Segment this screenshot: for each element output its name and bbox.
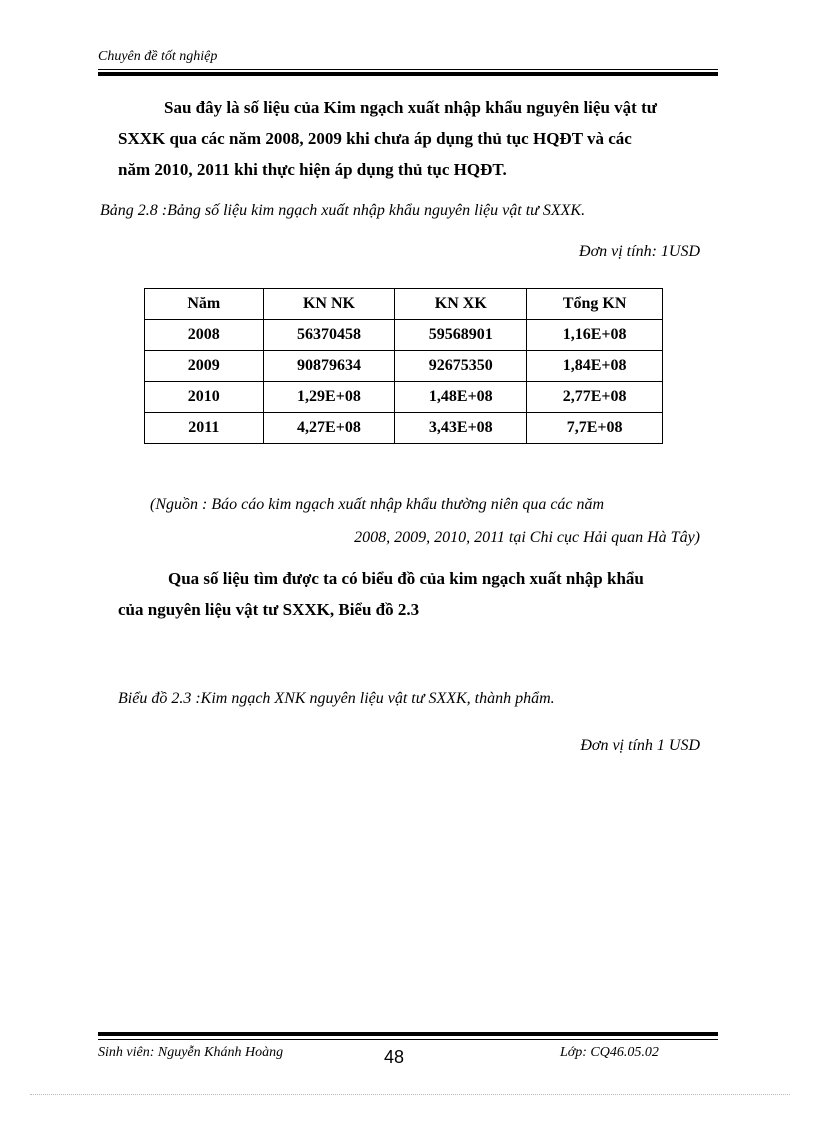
table-cell: 2008 <box>145 320 264 351</box>
table-header-row <box>145 289 663 320</box>
table-header-cell: KN XK <box>395 289 527 320</box>
table-cell: 92675350 <box>395 351 527 382</box>
page-bottom-divider <box>30 1094 790 1095</box>
table-row <box>145 351 663 382</box>
table-cell: 1,84E+08 <box>527 351 663 382</box>
intro-line: năm 2010, 2011 khi thực hiện áp dụng thủ tục HQĐT. <box>118 160 507 179</box>
table-cell: 2010 <box>145 382 264 413</box>
table-cell: 2009 <box>145 351 264 382</box>
table-cell: 2011 <box>145 413 264 444</box>
header-title: Chuyên đề tốt nghiệp <box>98 49 218 64</box>
table-header-cell: KN NK <box>263 289 395 320</box>
table-cell: 4,27E+08 <box>263 413 395 444</box>
table-row <box>145 320 663 351</box>
intro-line: Sau đây là số liệu của Kim ngạch xuất nhập khẩu nguyên liệu vật tư <box>164 98 657 117</box>
table-cell: 1,16E+08 <box>527 320 663 351</box>
table-unit: Đơn vị tính: 1USD <box>579 243 700 260</box>
intro-line: SXXK qua các năm 2008, 2009 khi chưa áp dụng thủ tục HQĐT và các <box>118 129 632 148</box>
footer-rule-thin <box>98 1039 718 1040</box>
footer-rule-thick <box>98 1032 718 1036</box>
source-line: (Nguồn : Báo cáo kim ngạch xuất nhập khẩu thường niên qua các năm <box>150 496 605 513</box>
page-number: 48 <box>384 1047 405 1067</box>
table-cell: 90879634 <box>263 351 395 382</box>
table-header-cell: Tổng KN <box>527 289 663 320</box>
table-cell: 1,29E+08 <box>263 382 395 413</box>
table-row <box>145 382 663 413</box>
chart-unit: Đơn vị tính 1 USD <box>580 737 700 754</box>
followup-paragraph <box>118 563 718 625</box>
source-note <box>150 488 700 554</box>
footer-student: Sinh viên: Nguyễn Khánh Hoàng <box>98 1045 284 1060</box>
chart-caption: Biểu đồ 2.3 :Kim ngạch XNK nguyên liệu vật tư SXXK, thành phẩm. <box>118 690 555 707</box>
data-table <box>144 288 663 444</box>
intro-paragraph <box>118 92 718 185</box>
table-header-cell: Năm <box>145 289 264 320</box>
table-cell: 1,48E+08 <box>395 382 527 413</box>
table-caption: Bảng 2.8 :Bảng số liệu kim ngạch xuất nhập khẩu nguyên liệu vật tư SXXK. <box>100 202 586 219</box>
table-cell: 56370458 <box>263 320 395 351</box>
table-row <box>145 413 663 444</box>
table-cell: 2,77E+08 <box>527 382 663 413</box>
table-cell: 59568901 <box>395 320 527 351</box>
source-line: 2008, 2009, 2010, 2011 tại Chi cục Hải quan Hà Tây) <box>354 529 700 546</box>
table-cell: 3,43E+08 <box>395 413 527 444</box>
followup-line: của nguyên liệu vật tư SXXK, Biểu đồ 2.3 <box>118 600 420 619</box>
header-rule-thick <box>98 72 718 76</box>
followup-line: Qua số liệu tìm được ta có biểu đồ của kim ngạch xuất nhập khẩu <box>168 569 644 588</box>
header-rule-thin <box>98 69 718 70</box>
footer-class: Lớp: CQ46.05.02 <box>560 1045 659 1060</box>
table-cell: 7,7E+08 <box>527 413 663 444</box>
